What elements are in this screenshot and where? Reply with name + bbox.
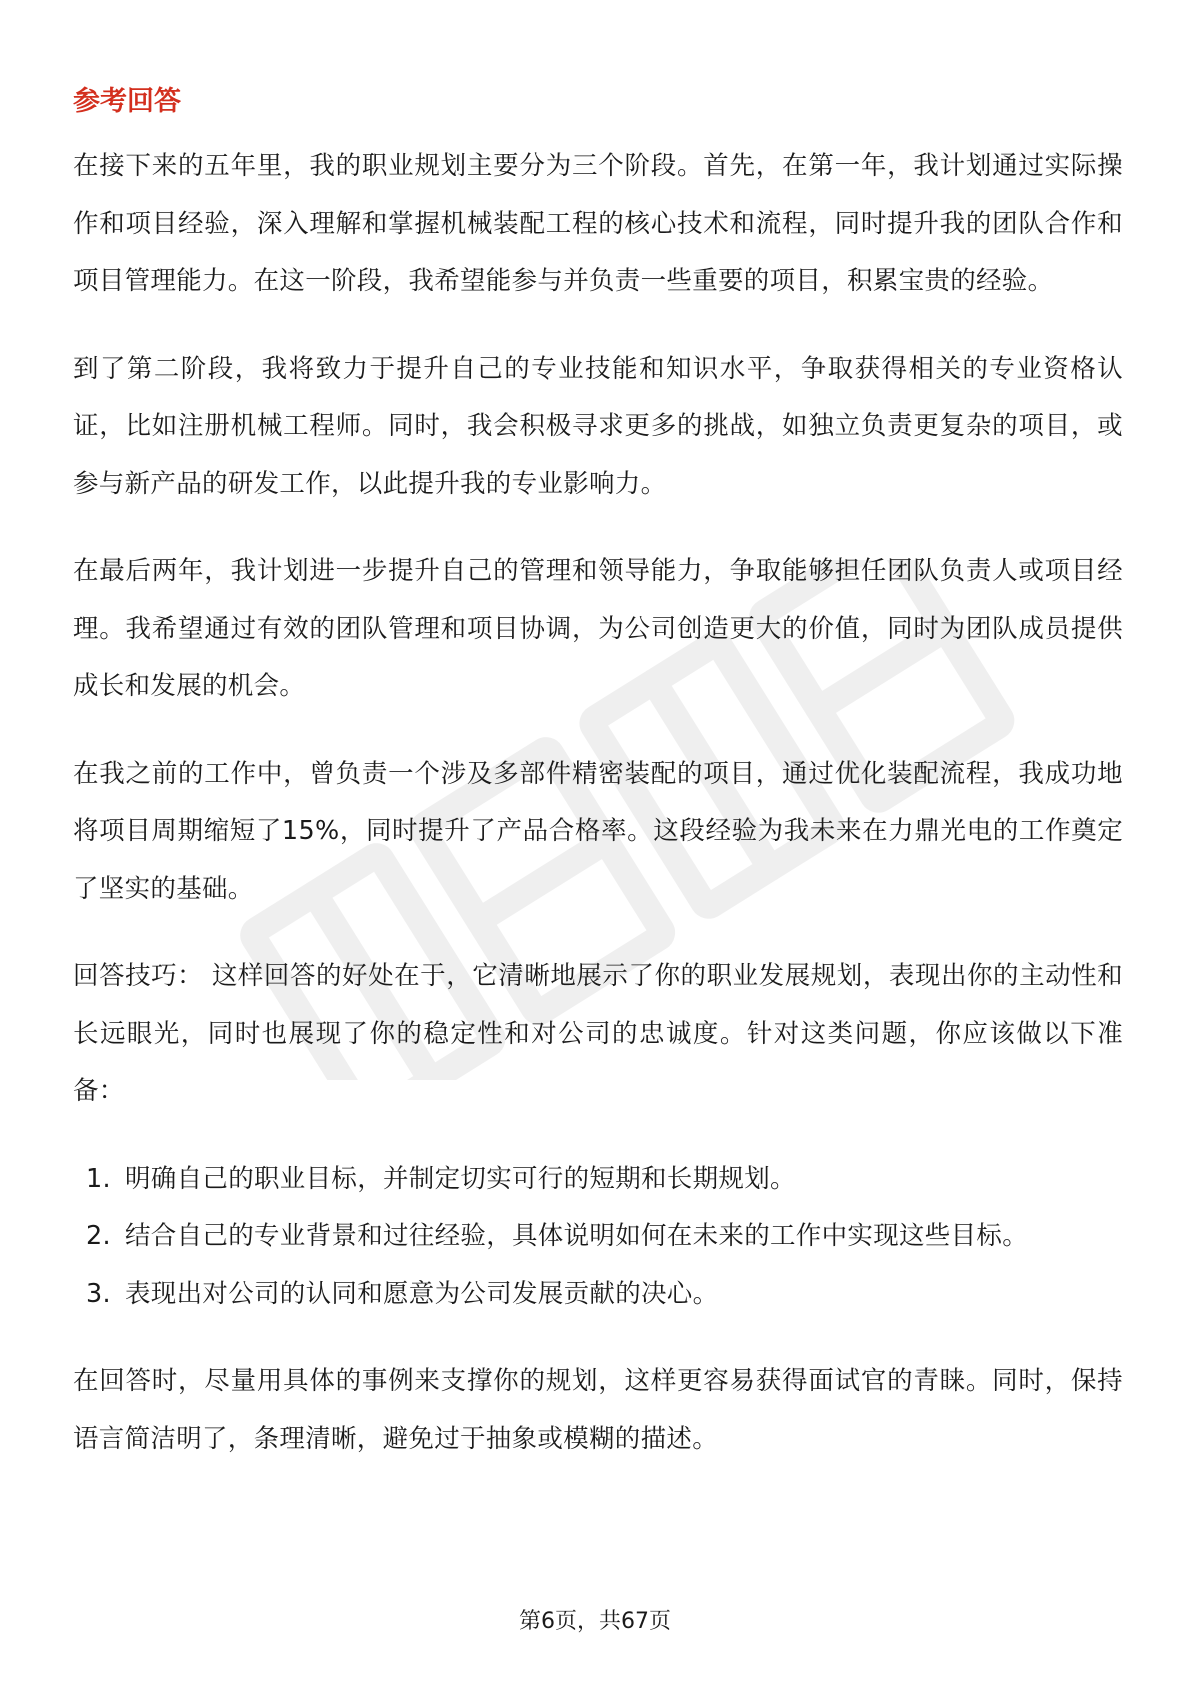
tips-list [73,1151,1123,1324]
list-item [73,1266,1123,1324]
list-item-number: 2. [86,1221,111,1251]
answer-paragraph-4: 在我之前的工作中，曾负责一个涉及多部件精密装配的项目，通过优化装配流程，我成功地将项目周期缩短了15%，同时提升了产品合格率。这段经验为我未来在力鼎光电的工作奠定了坚实的基础。 [73,758,1123,904]
answer-paragraph-1: 在接下来的五年里，我的职业规划主要分为三个阶段。首先，在第一年，我计划通过实际操作和项目经验，深入理解和掌握机械装配工程的核心技术和流程，同时提升我的团队合作和项目管理能力。在这一阶段，我希望能参与并负责一些重要的项目，积累宝贵的经验。 [73,151,1123,296]
list-item [73,1208,1123,1266]
closing-paragraph: 在回答时，尽量用具体的事例来支撑你的规划，这样更容易获得面试官的青睐。同时，保持语言简洁明了，条理清晰，避免过于抽象或模糊的描述。 [73,1366,1123,1454]
main-content [73,82,1123,1498]
list-item-number: 1. [86,1163,111,1194]
list-item-number: 3. [86,1278,111,1309]
page-number-footer: 第6页，共67页 [519,1609,671,1634]
answer-paragraph-2: 到了第二阶段，我将致力于提升自己的专业技能和知识水平，争取获得相关的专业资格认证，比如注册机械工程师。同时，我会积极寻求更多的挑战，如独立负责更复杂的项目，或参与新产品的研发工作，以此提升我的专业影响力。 [73,353,1123,499]
list-item [73,1151,1123,1209]
tips-intro-paragraph: 回答技巧： 这样回答的好处在于，它清晰地展示了你的职业发展规划，表现出你的主动性和长远眼光，同时也展现了你的稳定性和对公司的忠诚度。针对这类问题，你应该做以下准备： [73,961,1123,1106]
list-item-text: 明确自己的职业目标，并制定切实可行的短期和长期规划。 [125,1163,796,1194]
list-item-text: 结合自己的专业背景和过往经验，具体说明如何在未来的工作中实现这些目标。 [125,1221,1029,1251]
section-title: 参考回答 [73,86,181,117]
answer-paragraph-3: 在最后两年，我计划进一步提升自己的管理和领导能力，争取能够担任团队负责人或项目经理。我希望通过有效的团队管理和项目协调，为公司创造更大的价值，同时为团队成员提供成长和发展的机会。 [73,556,1123,701]
list-item-text: 表现出对公司的认同和愿意为公司发展贡献的决心。 [125,1278,719,1309]
